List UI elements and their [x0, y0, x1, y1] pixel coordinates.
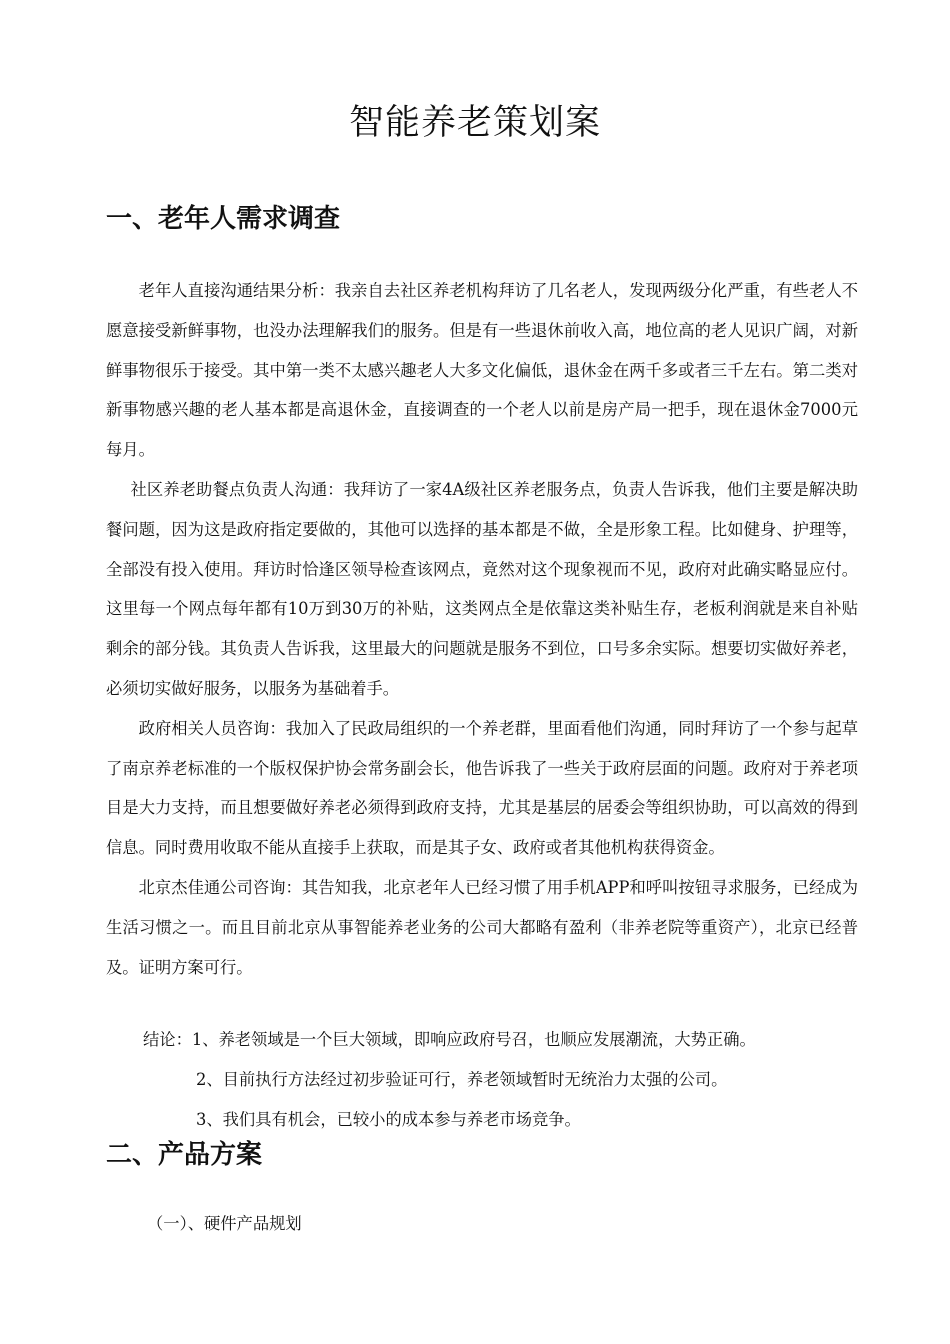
- conclusion-item-3: 3、我们具有机会，已较小的成本参与养老市场竞争。: [196, 1110, 581, 1129]
- subheading-hardware-plan: （一）、硬件产品规划: [147, 1214, 302, 1233]
- paragraph-elderly-interview: 老年人直接沟通结果分析：我亲自去社区养老机构拜访了几名老人，发现两级分化严重，有些老人不愿意接受新鲜事物，也没办法理解我们的服务。但是有一些退休前收入高，地位高的老人见识广阔，对新鲜事物很乐于接受。其中第一类不太感兴趣老人大多文化偏低，退休金在两千多或者三千左右。第二类对新事物感兴趣的老人基本都是高退休金，直接调查的一个老人以前是房产局一把手，现在退休金7000元每月。: [106, 281, 858, 460]
- conclusion-item-1: 结论：1、养老领域是一个巨大领域，即响应政府号召，也顺应发展潮流，大势正确。: [143, 1030, 756, 1049]
- conclusion-item-2: 2、目前执行方法经过初步验证可行，养老领域暂时无统治力太强的公司。: [196, 1070, 728, 1089]
- paragraph-government-consult: 政府相关人员咨询：我加入了民政局组织的一个养老群，里面看他们沟通，同时拜访了一个参与起草了南京养老标准的一个版权保护协会常务副会长，他告诉我了一些关于政府层面的问题。政府对于养老项目是大力支持，而且想要做好养老必须得到政府支持，尤其是基层的居委会等组织协助，可以高效的得到信息。同时费用收取不能从直接手上获取，而是其子女、政府或者其他机构获得资金。: [106, 718, 858, 858]
- paragraph-beijing-company: 北京杰佳通公司咨询：其告知我，北京老年人已经习惯了用手机APP和呼叫按钮寻求服务，已经成为生活习惯之一。而且目前北京从事智能养老业务的公司大都略有盈利（非养老院等重资产），北京已经普及。证明方案可行。: [106, 877, 858, 977]
- section-body-needs-survey: [106, 271, 858, 987]
- document-title: 智能养老策划案: [348, 103, 601, 143]
- section-heading-product-plan: 二、产品方案: [106, 1140, 263, 1170]
- paragraph-community-canteen: 社区养老助餐点负责人沟通：我拜访了一家4A级社区养老服务点，负责人告诉我，他们主要是解决助餐问题，因为这是政府指定要做的，其他可以选择的基本都是不做，全是形象工程。比如健身、护理等，全部没有投入使用。拜访时恰逢区领导检查该网点，竟然对这个现象视而不见，政府对此确实略显应付。这里每一个网点每年都有10万到30万的补贴，这类网点全是依靠这类补贴生存，老板利润就是来自补贴剩余的部分钱。其负责人告诉我，这里最大的问题就是服务不到位，口号多余实际。想要切实做好养老，必须切实做好服务，以服务为基础着手。: [106, 479, 858, 698]
- section-heading-needs-survey: 一、老年人需求调查: [106, 204, 341, 234]
